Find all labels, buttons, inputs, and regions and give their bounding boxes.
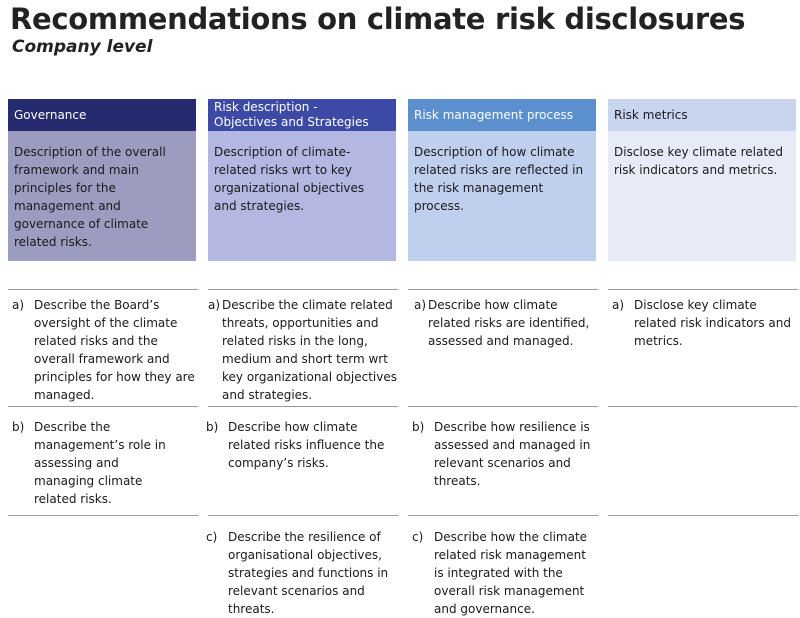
- recommendation-text: Describe how resilience is assessed and managed in relevant scenarios and threats.: [434, 420, 591, 488]
- recommendation-text: Describe how climate related risks influence the company’s risks.: [228, 420, 385, 470]
- divider-line: [8, 406, 198, 407]
- recommendation-item: [206, 418, 396, 472]
- column-description-governance: Description of the overall framework and main principles for the management and governance of climate related risks.: [8, 131, 196, 261]
- recommendation-item: [208, 296, 398, 404]
- recommendation-item: [12, 418, 182, 508]
- recommendation-item: [414, 296, 594, 350]
- column-description-risk-metrics: Disclose key climate related risk indicators and metrics.: [608, 131, 796, 261]
- divider-line: [8, 515, 198, 516]
- recommendation-text: Describe how climate related risks are identified, assessed and managed.: [428, 298, 590, 348]
- column-risk-metrics: [608, 99, 796, 261]
- divider-line: [408, 289, 598, 290]
- recommendation-text: Disclose key climate related risk indicators and metrics.: [634, 298, 792, 348]
- column-governance: [8, 99, 196, 261]
- recommendation-item: [206, 528, 396, 618]
- recommendation-item: [412, 418, 592, 490]
- divider-line: [208, 289, 398, 290]
- page-subtitle: Company level: [12, 37, 153, 57]
- recommendation-item: [412, 528, 596, 618]
- divider-line: [608, 515, 798, 516]
- divider-line: [408, 515, 598, 516]
- column-description-risk-management: Description of how climate related risks are reflected in the risk management process.: [408, 131, 596, 261]
- recommendation-label: a): [414, 298, 427, 312]
- column-description-risk-description: Description of climate-related risks wrt to key organizational objectives and strategies.: [208, 131, 396, 261]
- column-header-risk-description: [208, 99, 396, 131]
- recommendation-item: [12, 296, 202, 404]
- divider-line: [608, 406, 798, 407]
- recommendation-label: a): [208, 298, 221, 312]
- divider-line: [408, 406, 598, 407]
- divider-line: [208, 515, 398, 516]
- column-risk-management: [408, 99, 596, 261]
- recommendation-text: Describe the resilience of organisational objectives, strategies and functions in relevant scenarios and threats.: [228, 530, 389, 616]
- column-header-risk-management: Risk management process: [408, 99, 596, 131]
- recommendation-text: Describe the climate related threats, opportunities and related risks in the long, medium and short term wrt key organizational objectives and strategies.: [222, 298, 397, 402]
- recommendation-label: a): [612, 298, 625, 312]
- recommendation-label: b): [412, 420, 425, 434]
- divider-line: [8, 289, 198, 290]
- column-header-governance: Governance: [8, 99, 196, 131]
- column-header-line: Objectives and Strategies: [214, 115, 369, 129]
- recommendation-label: a): [12, 298, 25, 312]
- recommendation-text: Describe how the climate related risk management is integrated with the overall risk management and governance.: [434, 530, 588, 616]
- divider-line: [208, 406, 398, 407]
- recommendation-label: b): [12, 420, 25, 434]
- recommendation-text: Describe the management’s role in assessing and managing climate related risks.: [34, 420, 166, 506]
- recommendation-label: c): [412, 530, 424, 544]
- recommendation-text: Describe the Board’s oversight of the climate related risks and the overall framework and principles for how they are managed.: [34, 298, 195, 402]
- recommendation-item: [612, 296, 798, 350]
- recommendation-label: c): [206, 530, 218, 544]
- column-header-risk-metrics: Risk metrics: [608, 99, 796, 131]
- column-risk-description: [208, 99, 396, 261]
- divider-line: [608, 289, 798, 290]
- column-header-line: Risk description -: [214, 100, 318, 114]
- page-title: Recommendations on climate risk disclosures: [10, 2, 746, 36]
- recommendation-label: b): [206, 420, 219, 434]
